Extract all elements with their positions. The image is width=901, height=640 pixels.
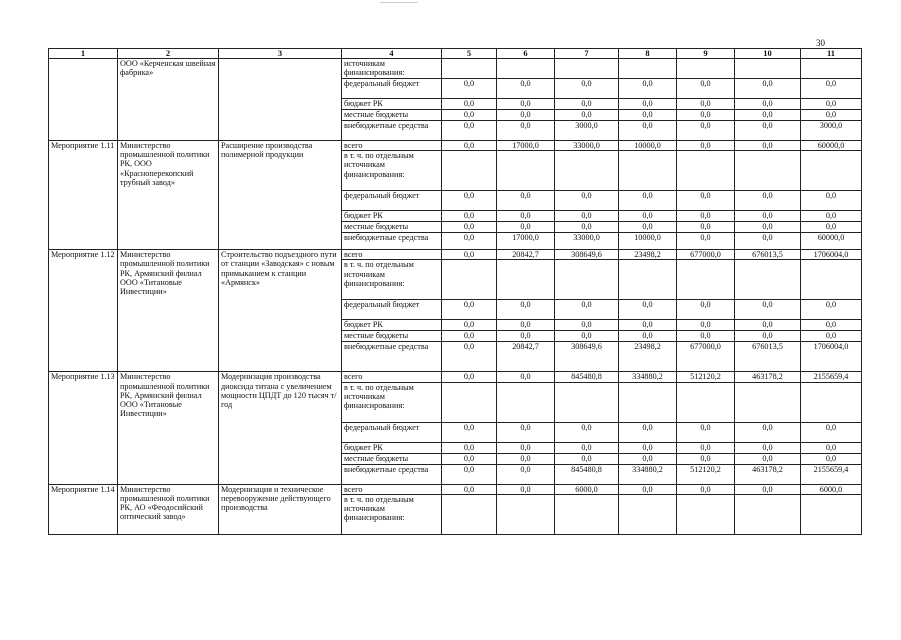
value-cell: 1706004,0 bbox=[801, 250, 862, 260]
value-cell bbox=[497, 382, 555, 422]
value-cell: 0,0 bbox=[619, 422, 677, 442]
executor-cell: Министерство промышленной политики РК, Армянский филиал ООО «Титановые Инвестиции» bbox=[118, 372, 219, 484]
col-header: 1 bbox=[49, 49, 118, 59]
value-cell bbox=[801, 59, 862, 79]
value-cell: 0,0 bbox=[619, 331, 677, 342]
value-cell bbox=[801, 260, 862, 300]
value-cell bbox=[735, 151, 801, 191]
measure-cell: Мероприятие 1.11 bbox=[49, 141, 118, 250]
executor-cell: ООО «Керченская швейная фабрика» bbox=[118, 59, 219, 141]
value-cell: 0,0 bbox=[555, 453, 619, 464]
value-cell: 0,0 bbox=[555, 222, 619, 233]
value-cell bbox=[677, 59, 735, 79]
value-cell: 0,0 bbox=[497, 300, 555, 320]
measure-cell: Мероприятие 1.12 bbox=[49, 250, 118, 372]
value-cell: 20842,7 bbox=[497, 250, 555, 260]
value-cell: 0,0 bbox=[801, 99, 862, 110]
value-cell: 0,0 bbox=[619, 211, 677, 222]
funding-source-cell: источникам финансирования: bbox=[342, 59, 442, 79]
value-cell: 0,0 bbox=[555, 99, 619, 110]
value-cell: 0,0 bbox=[442, 464, 497, 484]
executor-cell: Министерство промышленной политики РК, Армянский филиал ООО «Титановые Инвестиции» bbox=[118, 250, 219, 372]
measure-cell bbox=[49, 59, 118, 141]
scan-mark bbox=[380, 2, 418, 3]
funding-source-cell: в т. ч. по отдельным источникам финансирования: bbox=[342, 151, 442, 191]
table-row bbox=[49, 141, 862, 151]
value-cell: 0,0 bbox=[735, 422, 801, 442]
funding-source-cell: местные бюджеты bbox=[342, 110, 442, 121]
value-cell: 0,0 bbox=[619, 453, 677, 464]
value-cell: 677000,0 bbox=[677, 250, 735, 260]
value-cell: 0,0 bbox=[677, 422, 735, 442]
value-cell: 334880,2 bbox=[619, 464, 677, 484]
value-cell: 512120,2 bbox=[677, 464, 735, 484]
value-cell bbox=[735, 59, 801, 79]
value-cell: 0,0 bbox=[735, 442, 801, 453]
value-cell: 0,0 bbox=[801, 453, 862, 464]
funding-source-cell: всего bbox=[342, 250, 442, 260]
value-cell: 308649,6 bbox=[555, 342, 619, 372]
value-cell: 0,0 bbox=[677, 453, 735, 464]
value-cell: 0,0 bbox=[677, 110, 735, 121]
value-cell: 0,0 bbox=[619, 79, 677, 99]
value-cell: 2155659,4 bbox=[801, 372, 862, 382]
value-cell: 0,0 bbox=[555, 79, 619, 99]
col-header: 10 bbox=[735, 49, 801, 59]
value-cell bbox=[555, 260, 619, 300]
value-cell: 0,0 bbox=[442, 342, 497, 372]
value-cell: 0,0 bbox=[677, 99, 735, 110]
value-cell: 0,0 bbox=[801, 300, 862, 320]
value-cell: 0,0 bbox=[442, 422, 497, 442]
col-header: 5 bbox=[442, 49, 497, 59]
value-cell: 0,0 bbox=[735, 222, 801, 233]
value-cell: 0,0 bbox=[497, 442, 555, 453]
value-cell: 3000,0 bbox=[801, 121, 862, 141]
value-cell: 33000,0 bbox=[555, 141, 619, 151]
value-cell: 0,0 bbox=[619, 222, 677, 233]
funding-source-cell: внебюджетные средства bbox=[342, 464, 442, 484]
value-cell: 0,0 bbox=[619, 442, 677, 453]
value-cell: 0,0 bbox=[677, 331, 735, 342]
description-cell bbox=[219, 59, 342, 141]
value-cell: 0,0 bbox=[497, 331, 555, 342]
value-cell bbox=[677, 260, 735, 300]
value-cell: 0,0 bbox=[735, 99, 801, 110]
value-cell: 0,0 bbox=[442, 222, 497, 233]
value-cell: 463178,2 bbox=[735, 372, 801, 382]
funding-source-cell: в т. ч. по отдельным источникам финансирования: bbox=[342, 382, 442, 422]
funding-source-cell: федеральный бюджет bbox=[342, 300, 442, 320]
value-cell: 0,0 bbox=[801, 442, 862, 453]
col-header: 8 bbox=[619, 49, 677, 59]
funding-source-cell: бюджет РК bbox=[342, 320, 442, 331]
value-cell: 0,0 bbox=[801, 222, 862, 233]
value-cell: 0,0 bbox=[442, 191, 497, 211]
value-cell: 0,0 bbox=[497, 211, 555, 222]
value-cell: 0,0 bbox=[677, 320, 735, 331]
value-cell: 0,0 bbox=[442, 110, 497, 121]
value-cell: 0,0 bbox=[497, 79, 555, 99]
value-cell: 0,0 bbox=[442, 233, 497, 250]
value-cell: 0,0 bbox=[677, 442, 735, 453]
value-cell: 0,0 bbox=[735, 211, 801, 222]
value-cell: 23498,2 bbox=[619, 342, 677, 372]
value-cell: 0,0 bbox=[619, 484, 677, 494]
value-cell: 0,0 bbox=[677, 79, 735, 99]
value-cell: 0,0 bbox=[735, 320, 801, 331]
financing-table bbox=[48, 48, 862, 535]
value-cell bbox=[735, 260, 801, 300]
value-cell bbox=[497, 260, 555, 300]
value-cell: 0,0 bbox=[735, 331, 801, 342]
value-cell: 0,0 bbox=[619, 99, 677, 110]
executor-cell: Министерство промышленной политики РК, ООО «Красноперекопский трубный завод» bbox=[118, 141, 219, 250]
measure-cell: Мероприятие 1.14 bbox=[49, 484, 118, 534]
value-cell: 60000,0 bbox=[801, 141, 862, 151]
value-cell bbox=[555, 59, 619, 79]
funding-source-cell: внебюджетные средства bbox=[342, 342, 442, 372]
value-cell: 0,0 bbox=[497, 110, 555, 121]
value-cell bbox=[442, 260, 497, 300]
value-cell bbox=[442, 382, 497, 422]
funding-source-cell: внебюджетные средства bbox=[342, 121, 442, 141]
table-row bbox=[49, 59, 862, 79]
value-cell bbox=[735, 494, 801, 534]
value-cell: 0,0 bbox=[801, 320, 862, 331]
value-cell: 0,0 bbox=[619, 121, 677, 141]
value-cell: 2155659,4 bbox=[801, 464, 862, 484]
value-cell: 845480,8 bbox=[555, 464, 619, 484]
description-cell: Строительство подъездного пути от станции «Заводская» с новым примыканием к станции «Армянск» bbox=[219, 250, 342, 372]
value-cell bbox=[801, 382, 862, 422]
description-cell: Модернизация и техническое перевооружение действующего производства bbox=[219, 484, 342, 534]
value-cell: 0,0 bbox=[555, 320, 619, 331]
value-cell: 0,0 bbox=[442, 484, 497, 494]
value-cell: 512120,2 bbox=[677, 372, 735, 382]
funding-source-cell: всего bbox=[342, 141, 442, 151]
value-cell: 0,0 bbox=[555, 331, 619, 342]
value-cell bbox=[619, 151, 677, 191]
value-cell: 0,0 bbox=[801, 331, 862, 342]
description-cell: Расширение производства полимерной продукции bbox=[219, 141, 342, 250]
value-cell: 0,0 bbox=[801, 211, 862, 222]
col-header: 7 bbox=[555, 49, 619, 59]
value-cell: 0,0 bbox=[442, 250, 497, 260]
value-cell: 0,0 bbox=[677, 141, 735, 151]
value-cell: 0,0 bbox=[497, 422, 555, 442]
value-cell bbox=[801, 494, 862, 534]
funding-source-cell: бюджет РК bbox=[342, 211, 442, 222]
funding-source-cell: местные бюджеты bbox=[342, 222, 442, 233]
value-cell: 0,0 bbox=[619, 191, 677, 211]
value-cell: 0,0 bbox=[677, 211, 735, 222]
value-cell: 0,0 bbox=[442, 453, 497, 464]
value-cell: 0,0 bbox=[801, 79, 862, 99]
value-cell: 0,0 bbox=[735, 141, 801, 151]
value-cell: 463178,2 bbox=[735, 464, 801, 484]
col-header: 3 bbox=[219, 49, 342, 59]
value-cell: 0,0 bbox=[497, 453, 555, 464]
value-cell: 677000,0 bbox=[677, 342, 735, 372]
value-cell: 0,0 bbox=[497, 99, 555, 110]
funding-source-cell: местные бюджеты bbox=[342, 331, 442, 342]
value-cell bbox=[801, 151, 862, 191]
value-cell bbox=[442, 59, 497, 79]
value-cell: 0,0 bbox=[619, 300, 677, 320]
value-cell bbox=[735, 382, 801, 422]
value-cell: 0,0 bbox=[442, 211, 497, 222]
value-cell: 1706004,0 bbox=[801, 342, 862, 372]
value-cell: 0,0 bbox=[555, 442, 619, 453]
funding-source-cell: всего bbox=[342, 372, 442, 382]
value-cell: 0,0 bbox=[801, 422, 862, 442]
col-header: 4 bbox=[342, 49, 442, 59]
col-header: 11 bbox=[801, 49, 862, 59]
value-cell bbox=[497, 494, 555, 534]
funding-source-cell: федеральный бюджет bbox=[342, 422, 442, 442]
value-cell bbox=[619, 260, 677, 300]
col-header: 6 bbox=[497, 49, 555, 59]
value-cell: 0,0 bbox=[677, 191, 735, 211]
value-cell: 845480,8 bbox=[555, 372, 619, 382]
value-cell: 3000,0 bbox=[555, 121, 619, 141]
value-cell: 0,0 bbox=[442, 121, 497, 141]
description-cell: Модернизация производства диоксида титана с увеличением мощности ЦПДТ до 120 тысяч т/год bbox=[219, 372, 342, 484]
value-cell bbox=[619, 382, 677, 422]
funding-source-cell: федеральный бюджет bbox=[342, 191, 442, 211]
funding-source-cell: внебюджетные средства bbox=[342, 233, 442, 250]
value-cell: 676013,5 bbox=[735, 342, 801, 372]
value-cell: 0,0 bbox=[735, 453, 801, 464]
value-cell bbox=[555, 494, 619, 534]
value-cell: 0,0 bbox=[497, 464, 555, 484]
value-cell: 0,0 bbox=[801, 110, 862, 121]
value-cell bbox=[677, 494, 735, 534]
value-cell: 334880,2 bbox=[619, 372, 677, 382]
value-cell: 0,0 bbox=[555, 211, 619, 222]
value-cell: 23498,2 bbox=[619, 250, 677, 260]
value-cell: 0,0 bbox=[555, 110, 619, 121]
table-body bbox=[49, 59, 862, 535]
funding-source-cell: всего bbox=[342, 484, 442, 494]
funding-source-cell: федеральный бюджет bbox=[342, 79, 442, 99]
funding-source-cell: местные бюджеты bbox=[342, 453, 442, 464]
measure-cell: Мероприятие 1.13 bbox=[49, 372, 118, 484]
value-cell bbox=[442, 151, 497, 191]
value-cell: 0,0 bbox=[619, 320, 677, 331]
page-number: 30 bbox=[816, 38, 825, 48]
value-cell: 0,0 bbox=[442, 372, 497, 382]
value-cell: 0,0 bbox=[555, 191, 619, 211]
value-cell: 0,0 bbox=[735, 233, 801, 250]
value-cell bbox=[555, 382, 619, 422]
value-cell: 0,0 bbox=[677, 233, 735, 250]
value-cell: 0,0 bbox=[735, 110, 801, 121]
value-cell: 0,0 bbox=[735, 79, 801, 99]
value-cell: 0,0 bbox=[442, 79, 497, 99]
value-cell: 0,0 bbox=[497, 222, 555, 233]
value-cell: 0,0 bbox=[735, 121, 801, 141]
value-cell: 0,0 bbox=[497, 121, 555, 141]
executor-cell: Министерство промышленной политики РК, АО «Феодосийский оптический завод» bbox=[118, 484, 219, 534]
value-cell: 0,0 bbox=[555, 300, 619, 320]
value-cell bbox=[497, 59, 555, 79]
value-cell: 10000,0 bbox=[619, 233, 677, 250]
value-cell: 0,0 bbox=[497, 372, 555, 382]
value-cell bbox=[497, 151, 555, 191]
value-cell bbox=[555, 151, 619, 191]
value-cell: 17000,0 bbox=[497, 141, 555, 151]
table-row bbox=[49, 372, 862, 382]
col-header: 9 bbox=[677, 49, 735, 59]
value-cell: 0,0 bbox=[442, 99, 497, 110]
table-row bbox=[49, 250, 862, 260]
value-cell bbox=[619, 59, 677, 79]
value-cell: 0,0 bbox=[619, 110, 677, 121]
value-cell bbox=[619, 494, 677, 534]
value-cell: 6000,0 bbox=[555, 484, 619, 494]
value-cell: 0,0 bbox=[735, 484, 801, 494]
funding-source-cell: в т. ч. по отдельным источникам финансирования: bbox=[342, 260, 442, 300]
value-cell: 0,0 bbox=[442, 320, 497, 331]
table-row bbox=[49, 484, 862, 494]
value-cell: 17000,0 bbox=[497, 233, 555, 250]
value-cell: 0,0 bbox=[735, 300, 801, 320]
value-cell bbox=[677, 151, 735, 191]
value-cell: 0,0 bbox=[801, 191, 862, 211]
value-cell: 0,0 bbox=[442, 141, 497, 151]
funding-source-cell: бюджет РК bbox=[342, 442, 442, 453]
value-cell: 0,0 bbox=[677, 121, 735, 141]
col-header: 2 bbox=[118, 49, 219, 59]
value-cell: 0,0 bbox=[442, 331, 497, 342]
value-cell: 0,0 bbox=[497, 191, 555, 211]
value-cell: 0,0 bbox=[442, 442, 497, 453]
value-cell: 0,0 bbox=[677, 222, 735, 233]
value-cell: 10000,0 bbox=[619, 141, 677, 151]
value-cell bbox=[442, 494, 497, 534]
funding-source-cell: бюджет РК bbox=[342, 99, 442, 110]
value-cell bbox=[677, 382, 735, 422]
value-cell: 0,0 bbox=[735, 191, 801, 211]
value-cell: 6000,0 bbox=[801, 484, 862, 494]
value-cell: 0,0 bbox=[677, 300, 735, 320]
value-cell: 0,0 bbox=[555, 422, 619, 442]
funding-source-cell: в т. ч. по отдельным источникам финансирования: bbox=[342, 494, 442, 534]
header-row bbox=[49, 49, 862, 59]
value-cell: 33000,0 bbox=[555, 233, 619, 250]
value-cell: 0,0 bbox=[677, 484, 735, 494]
value-cell: 676013,5 bbox=[735, 250, 801, 260]
value-cell: 0,0 bbox=[442, 300, 497, 320]
value-cell: 60000,0 bbox=[801, 233, 862, 250]
value-cell: 308649,6 bbox=[555, 250, 619, 260]
value-cell: 0,0 bbox=[497, 484, 555, 494]
value-cell: 20842,7 bbox=[497, 342, 555, 372]
value-cell: 0,0 bbox=[497, 320, 555, 331]
